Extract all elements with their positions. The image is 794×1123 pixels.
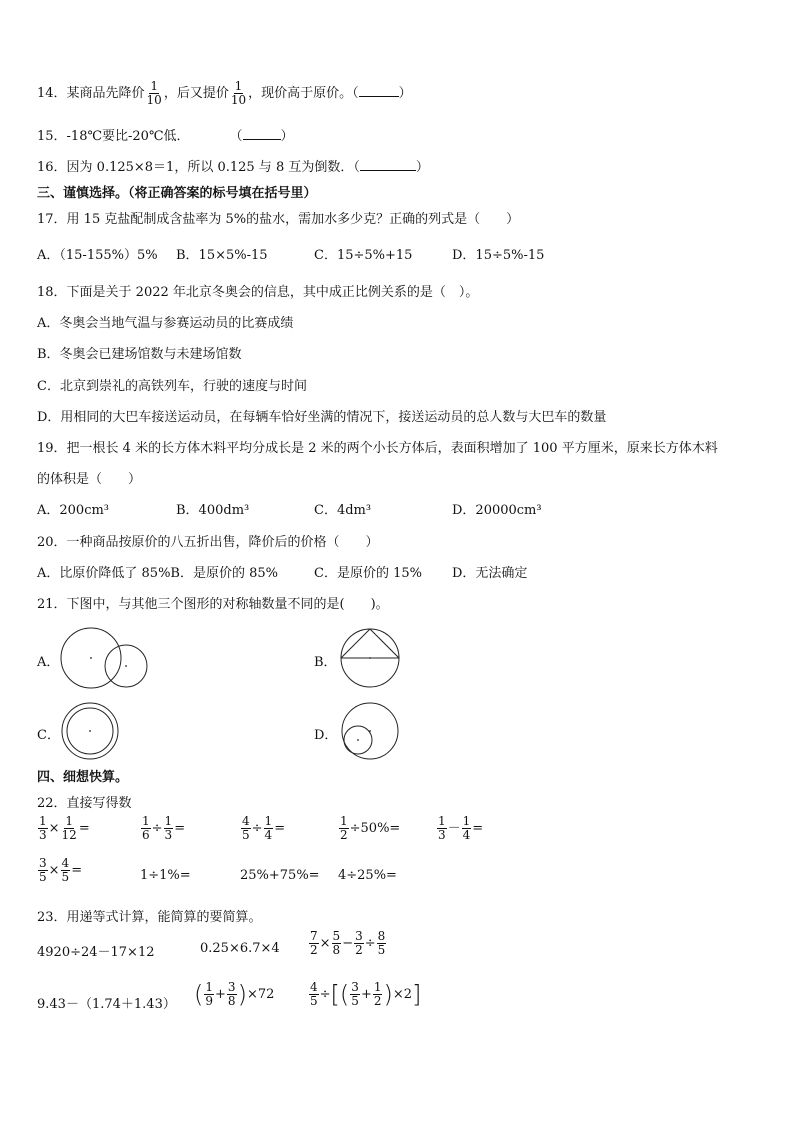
question-19-stem-line2: 的体积是（ ）: [37, 472, 142, 487]
q18-option-a[interactable]: A．冬奥会当地气温与参赛运动员的比赛成绩: [37, 316, 294, 331]
figure-d-inner-tangent-circles: [338, 700, 408, 765]
figure-b-circle-with-triangle: [338, 625, 408, 695]
q17-option-c[interactable]: C．15÷5%+15: [314, 248, 413, 263]
q22-item-8: 25%+75%=: [240, 868, 320, 883]
q20-option-ab[interactable]: A．比原价降低了 85%B．是原价的 85%: [37, 566, 278, 581]
q22-item-6: $\frac{3}{5}$ × $\frac{4}{5}$ =: [39, 856, 83, 884]
q23-expr-2: 0.25×6.7×4: [200, 941, 280, 956]
q22-item-3: $\frac{4}{5}$ ÷ $\frac{1}{4}$ =: [242, 814, 286, 842]
answer-blank[interactable]: [360, 158, 416, 171]
q22-item-7: 1÷1%=: [140, 868, 191, 883]
q17-option-a[interactable]: A．（15-155%）5%: [37, 248, 158, 263]
q23-expr-3: $\frac{7}{2}$ × $\frac{5}{8}$ − $\frac{3}{2}$ ÷ $\frac{8}{5}$: [310, 929, 386, 957]
q23-expr-5: ( $\frac{1}{9}$ + $\frac{3}{8}$ )×72: [194, 980, 275, 1009]
section-3-heading: 三、谨慎选择。（将正确答案的标号填在括号里）: [37, 186, 317, 201]
question-18-stem: 18．下面是关于 2022 年北京冬奥会的信息，其中成正比例关系的是（ ）。: [37, 285, 479, 300]
question-23-stem: 23．用递等式计算，能简算的要简算。: [37, 910, 262, 925]
section-4-heading: 四、细想快算。: [37, 770, 129, 785]
answer-blank[interactable]: [243, 127, 281, 140]
q21-label-c[interactable]: C．: [37, 728, 60, 743]
question-20-stem: 20．一种商品按原价的八五折出售，降价后的价格（ ）: [37, 535, 379, 550]
q21-label-a[interactable]: A．: [37, 655, 60, 670]
q21-label-b[interactable]: B．: [314, 655, 337, 670]
q19-option-d[interactable]: D．20000cm³: [452, 503, 542, 518]
q19-option-c[interactable]: C．4dm³: [314, 503, 372, 518]
q22-item-5: $\frac{1}{3}$ － $\frac{1}{4}$ =: [438, 814, 484, 842]
fraction: $\frac{1}{10}$: [230, 79, 247, 107]
q18-option-c[interactable]: C．北京到崇礼的高铁列车，行驶的速度与时间: [37, 379, 307, 394]
question-17-stem: 17．用 15 克盐配制成含盐率为 5%的盐水，需加水多少克？正确的列式是（ ）: [37, 212, 520, 227]
q20-option-d[interactable]: D．无法确定: [452, 566, 528, 581]
question-16: 16．因为 0.125×8＝1，所以 0.125 与 8 互为倒数．（ ）: [37, 160, 429, 175]
q17-option-d[interactable]: D．15÷5%-15: [452, 248, 545, 263]
question-19-stem-line1: 19．把一根长 4 米的长方体木料平均分成长是 2 米的两个小长方体后，表面积增加了 100 平方厘米，原来长方体木料: [37, 441, 718, 456]
question-14: 14．某商品先降价 $\frac{1}{10}$ ，后又提价 $\frac{1}{10}$ ，现价高于原价。（ ）: [37, 79, 412, 107]
question-15: 15．-18℃要比-20℃低． （ ）: [37, 129, 294, 144]
q17-option-b[interactable]: B．15×5%-15: [176, 248, 268, 263]
q20-option-c[interactable]: C．是原价的 15%: [314, 566, 422, 581]
q19-option-b[interactable]: B．400dm³: [176, 503, 250, 518]
q18-option-b[interactable]: B．冬奥会已建场馆数与未建场馆数: [37, 347, 242, 362]
q19-option-a[interactable]: A．200cm³: [37, 503, 110, 518]
answer-blank[interactable]: [359, 84, 399, 97]
figure-a-intersecting-circles: [58, 625, 158, 695]
fraction: $\frac{1}{10}$: [146, 79, 162, 107]
question-21-stem: 21．下图中，与其他三个图形的对称轴数量不同的是( )。: [37, 597, 389, 612]
q21-label-d[interactable]: D．: [314, 728, 338, 743]
q18-option-d[interactable]: D．用相同的大巴车接送运动员，在每辆车恰好坐满的情况下，接送运动员的总人数与大巴车的数量: [37, 410, 607, 425]
figure-c-concentric-circles: [58, 700, 128, 765]
question-22-stem: 22．直接写得数: [37, 796, 132, 811]
q22-item-4: $\frac{1}{2}$ ÷50%=: [340, 814, 401, 842]
q23-expr-1: 4920÷24－17×12: [37, 945, 155, 960]
q22-item-1: $\frac{1}{3}$ × $\frac{1}{12}$ =: [39, 814, 90, 842]
q23-expr-6: $\frac{4}{5}$ ÷[( $\frac{3}{5}$ + $\frac{1}{2}$ )×2]: [310, 980, 422, 1009]
q23-expr-4: 9.43－（1.74＋1.43）: [37, 997, 176, 1012]
q22-item-2: $\frac{1}{6}$ ÷ $\frac{1}{3}$ =: [142, 814, 186, 842]
q22-item-9: 4÷25%=: [338, 868, 397, 883]
